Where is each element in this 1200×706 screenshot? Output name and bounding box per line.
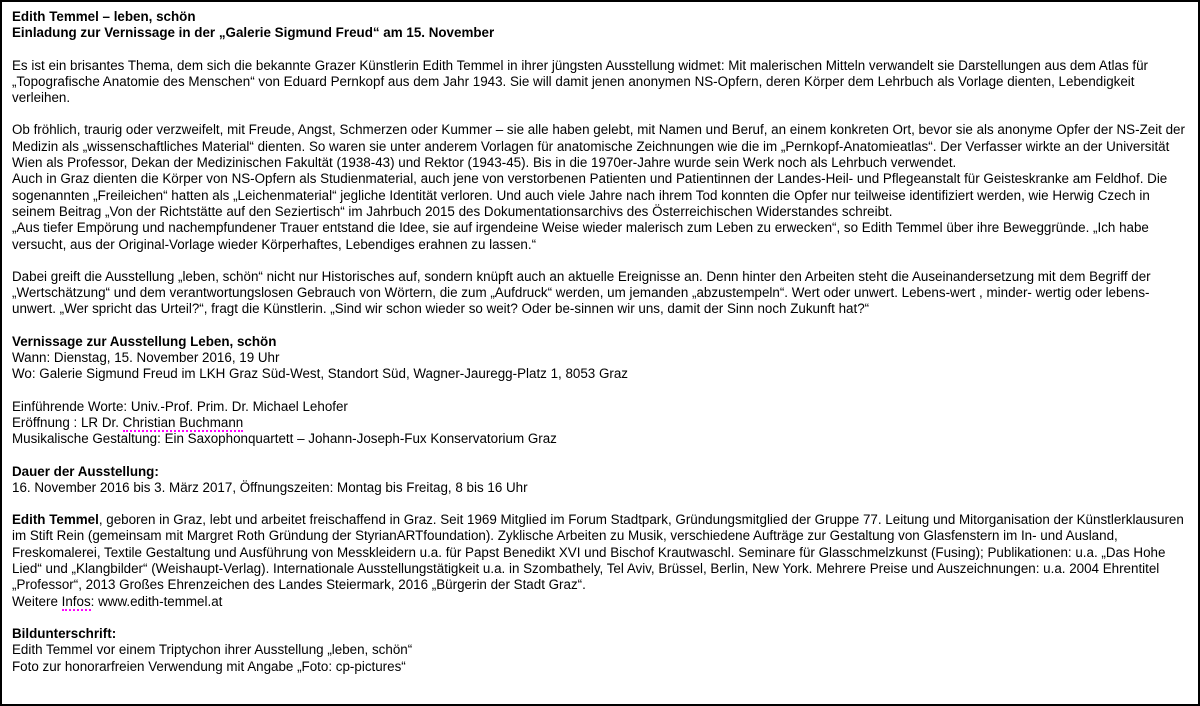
music-line: Musikalische Gestaltung: Ein Saxophonquartett – Johann-Joseph-Fux Konservatorium Graz [12, 431, 557, 447]
history-paragraph [12, 122, 1190, 252]
biography-text: , geboren in Graz, lebt und arbeitet freischaffend in Graz. Seit 1969 Mitglied im Forum Stadtpark, Gründungsmitglied der Gruppe 77. Leitung und Mitorganisation der Künstlerklausuren im Stift Rein (gemeinsam mit Margret Roth Gründung der StyrianARTfoundation). Zyklische Arbeiten zu Musik, verschiedene Aufträge zur Gestaltung von Glasfenstern im In- und Ausland, Freskomalerei, Textile Gestaltung und Ausführung von Messkleidern u.a. für Papst Benedikt XVI und Bischof Krautwaschl. Seminare für Glasschmelzkunst (Fusing); Publikationen: u.a. „Das Hohe Lied“ und „Klangbilder“ (Weishaupt-Verlag). Internationale Ausstellungstätigkeit u.a. in Szombathely, Tel Aviv, Brüssel, Berlin, New York. Mehrere Preise und Auszeichnungen: u.a. 2004 Ehrentitel „Professor“, 2013 Großes Ehrenzeichen des Landes Steiermark, 2016 „Bürgerin der Stadt Graz“. [12, 512, 1184, 593]
caption-heading: Bildunterschrift: [12, 625, 117, 641]
program-section [12, 399, 1190, 448]
opening-speaker-line [12, 415, 1190, 431]
website-line [12, 594, 1190, 610]
website-url: : www.edith-temmel.at [90, 593, 223, 609]
theme-paragraph [12, 269, 1190, 318]
paragraph-text: Auch in Graz dienten die Körper von NS-Opfern als Studienmaterial, auch jene von verstorbenen Patienten und Patientinnen der Landes-Heil- und Pflegeanstalt für Geisteskranke am Feldhof. Die sogenannten „Freileichen“ hatten als „Leichenmaterial“ jegliche Identität verloren. Und auch viele Jahre nach ihrem Tod konnten die Opfer nur teilweise identifiziert werden, wie Herwig Czech in seinem Beitrag „Von der Richtstätte auf den Seziertisch“ im Jahrbuch 2015 des Dokumentationsarchivs des Österreichischen Widerstandes schreibt. [12, 171, 1168, 219]
opening-words-line: Einführende Worte: Univ.-Prof. Prim. Dr. Michael Lehofer [12, 398, 348, 414]
title-block [12, 9, 1190, 42]
vernissage-location-line: Wo: Galerie Sigmund Freud im LKH Graz Süd-West, Standort Süd, Wagner-Jauregg-Platz 1, 8053 Graz [12, 366, 628, 382]
artist-name: Edith Temmel [12, 512, 99, 528]
opening-speaker-prefix: Eröffnung : LR Dr. [12, 414, 123, 430]
duration-section [12, 464, 1190, 497]
caption-line-1: Edith Temmel vor einem Triptychon ihrer Ausstellung „leben, schön“ [12, 642, 413, 658]
biography-paragraph [12, 512, 1190, 593]
caption-line-2: Foto zur honorarfreien Verwendung mit Angabe „Foto: cp-pictures“ [12, 658, 406, 674]
paragraph-text: Ob fröhlich, traurig oder verzweifelt, mit Freude, Angst, Schmerzen oder Kummer – sie alle haben gelebt, mit Namen und Beruf, an einem konkreten Ort, bevor sie als anonyme Opfer der NS-Zeit der Medizin als „wissenschaftliches Material“ dienten. So waren sie unter anderem Vorlagen für anatomische Zeichnungen wie die im „Pernkopf-Anatomieatlas“. Der Verfasser wirkte an der Universität Wien als Professor, Dekan der Medizinischen Fakultät (1938-43) und Rektor (1943-45). Bis in die 1970er-Jahre wurde sein Werk noch als Lehrbuch verwendet. [12, 122, 1185, 171]
press-release-title: Edith Temmel – leben, schön [12, 9, 196, 24]
intro-paragraph [12, 58, 1190, 107]
vernissage-date-line: Wann: Dienstag, 15. November 2016, 19 Uhr [12, 350, 280, 366]
spellcheck-flagged-name: Christian Buchmann [122, 414, 244, 430]
biography-section [12, 512, 1190, 610]
duration-heading: Dauer der Ausstellung: [12, 463, 159, 479]
paragraph-text: „Aus tiefer Empörung und nachempfundener Trauer entstand die Idee, sie auf irgendeine Weise wieder malerisch zum Leben zu erwecken“, so Edith Temmel über ihre Beweggründe. „Ich habe versucht, aus der Original-Vorlage wieder Körperhaftes, Lebendiges erahnen zu lassen.“ [12, 220, 1149, 252]
spellcheck-flagged-word: Infos [61, 593, 91, 609]
paragraph-text: Dabei greift die Ausstellung „leben, schön“ nicht nur Historisches auf, sondern knüpft auch an aktuelle Ereignisse an. Denn hinter den Arbeiten steht die Auseinandersetzung mit dem Begriff der „Wertschätzung“ und dem verantwortungslosen Gebrauch von Wörtern, die zum „Aufdruck“ werden, um jemanden „abzustempeln“. Wert oder unwert. Lebens-wert , minder- wertig oder lebens-unwert. „Wer spricht das Urteil?“, fragt die Künstlerin. „Sind wir schon wieder so weit? Oder be-sinnen wir uns, damit der Sinn noch Zukunft hat?“ [12, 268, 1151, 317]
vernissage-heading: Vernissage zur Ausstellung Leben, schön [12, 333, 277, 349]
duration-text: 16. November 2016 bis 3. März 2017, Öffnungszeiten: Montag bis Freitag, 8 bis 16 Uhr [12, 479, 528, 495]
website-line-prefix: Weitere [12, 593, 62, 609]
vernissage-section [12, 334, 1190, 383]
paragraph-text: Es ist ein brisantes Thema, dem sich die bekannte Grazer Künstlerin Edith Temmel in ihrer jüngsten Ausstellung widmet: Mit malerischen Mitteln verwandelt sie Darstellungen aus dem Atlas für „Topografische Anatomie des Menschen“ von Eduard Pernkopf aus dem Jahr 1943. Sie will damit jenen anonymen NS-Opfern, deren Körper dem Lehrbuch als Vorlage dienten, Lebendigkeit verleihen. [12, 57, 1149, 106]
caption-section [12, 626, 1190, 675]
press-release-subtitle: Einladung zur Vernissage in der „Galerie Sigmund Freud“ am 15. November [12, 25, 495, 41]
